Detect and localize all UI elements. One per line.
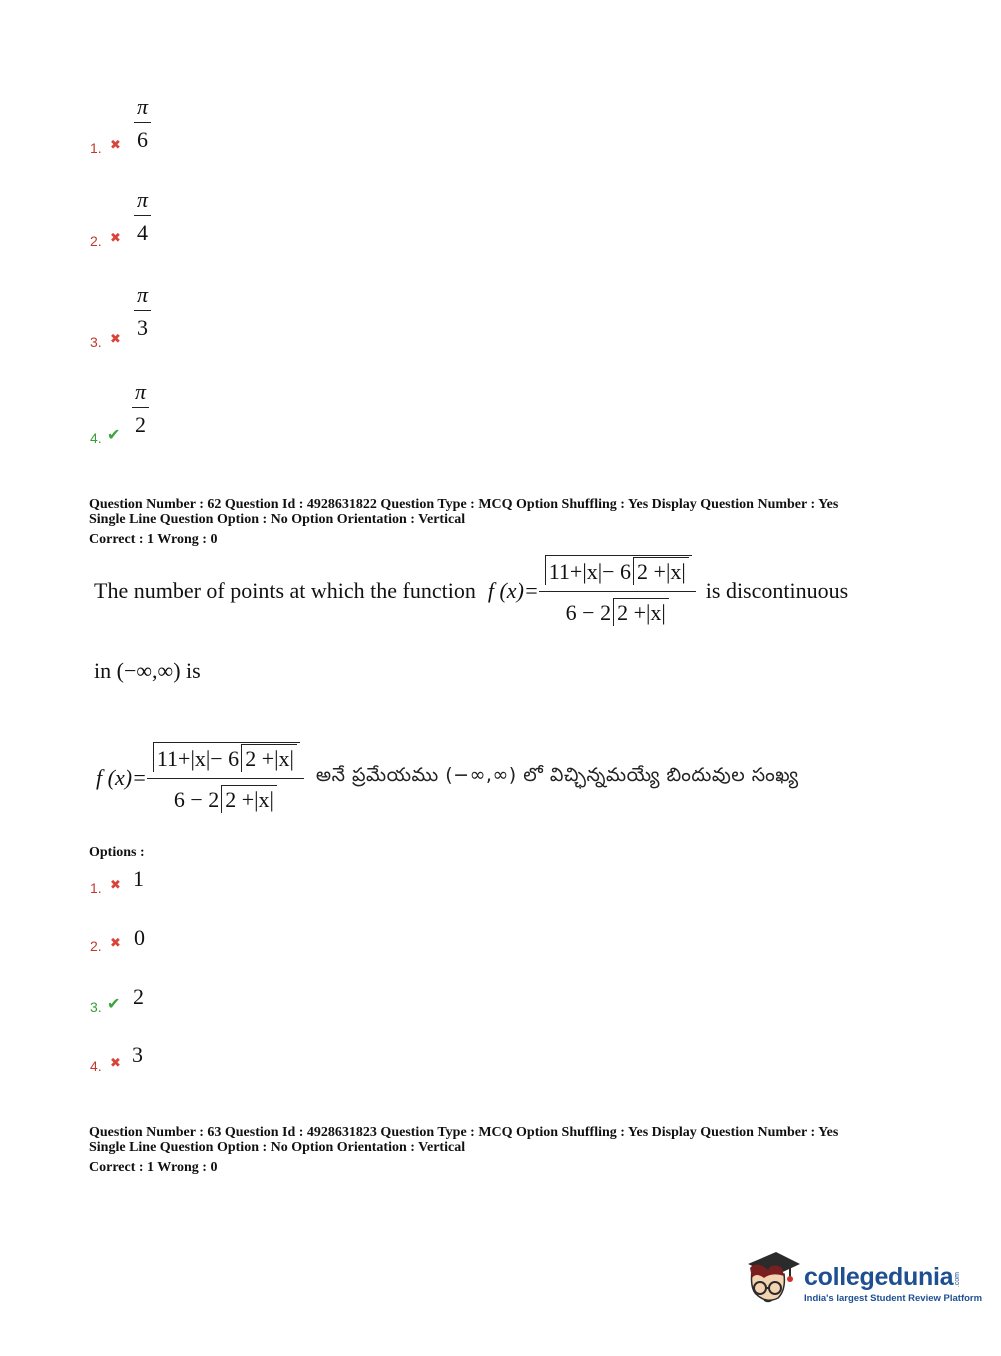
brand-tagline: India's largest Student Review Platform [804,1292,983,1304]
option-number: 2. [90,233,102,249]
brand-name: collegedunia [804,1262,954,1291]
logo-text-block [804,1263,982,1304]
denominator-text: 6 − 2 [173,787,220,812]
meta-line: Question Number : 62 Question Id : 4928631822 Question Type : MCQ Option Shuffling : Yes Display Question Number : Yes [89,497,839,512]
options-label: Options : [89,845,145,860]
q62-question-telugu [96,742,799,813]
fraction-denominator: 2 [135,412,147,437]
numerator-inner-root: 2 +|x| [633,557,689,585]
option-value: 2 [133,984,144,1009]
meta-line: Single Line Question Option : No Option Orientation : Vertical [89,512,466,527]
wrong-mark-icon: ✖ [110,231,121,246]
fraction-numerator: π [132,381,149,408]
option-number: 4. [90,430,102,446]
mascot-icon [742,1250,802,1312]
fraction-denominator: 4 [137,220,149,245]
numerator-text: 11+|x|− 6 [548,559,632,584]
telugu-question-text: అనే ప్రమేయము (−∞,∞) లో విచ్ఛిన్నమయ్యే బిందువుల సంఖ్య [315,764,799,786]
denominator-inner-root: 2 +|x| [221,785,277,813]
option-number: 3. [90,334,102,350]
option-number: 3. [90,999,102,1015]
question-text: The number of points at which the function [94,577,476,603]
question-text-continued: is discontinuous [705,577,849,603]
numerator-text: 11+|x|− 6 [156,746,240,771]
correct-check-icon: ✔ [107,994,121,1013]
wrong-mark-icon: ✖ [110,878,121,893]
meta-line: Single Line Question Option : No Option Orientation : Vertical [89,1140,466,1155]
denominator-inner-root: 2 +|x| [613,598,669,626]
denominator-text: 6 − 2 [565,600,612,625]
option-number: 1. [90,880,102,896]
function-lhs: f (x)= [96,764,147,790]
wrong-mark-icon: ✖ [110,138,121,153]
marking-scheme: Correct : 1 Wrong : 0 [89,1160,218,1175]
brand-suffix: .com [954,1272,962,1288]
function-lhs: f (x)= [487,577,539,603]
meta-line: Question Number : 63 Question Id : 4928631823 Question Type : MCQ Option Shuffling : Yes Display Question Number : Yes [89,1125,839,1140]
wrong-mark-icon: ✖ [110,1056,121,1071]
wrong-mark-icon: ✖ [110,936,121,951]
question-text-line2: in (−∞,∞) is [94,658,201,683]
fraction-numerator: π [134,284,151,311]
wrong-mark-icon: ✖ [110,332,121,347]
option-number: 2. [90,938,102,954]
collegedunia-logo [742,1250,982,1312]
function-fraction [147,742,304,813]
option-value: 1 [133,866,144,891]
correct-check-icon: ✔ [107,425,121,444]
option-value: 3 [132,1042,143,1067]
fraction [134,189,151,244]
fraction [134,284,151,339]
option-number: 1. [90,140,102,156]
fraction-numerator: π [134,96,151,123]
numerator-inner-root: 2 +|x| [241,744,297,772]
q62-question-english [94,555,848,626]
fraction [132,381,149,436]
fraction [134,96,151,151]
q63-metadata [89,1125,838,1175]
function-fraction [539,555,696,626]
option-value: 0 [134,925,145,950]
fraction-numerator: π [134,189,151,216]
fraction-denominator: 6 [137,127,149,152]
option-number: 4. [90,1058,102,1074]
q62-metadata [89,497,838,547]
fraction-denominator: 3 [137,315,149,340]
marking-scheme: Correct : 1 Wrong : 0 [89,532,218,547]
